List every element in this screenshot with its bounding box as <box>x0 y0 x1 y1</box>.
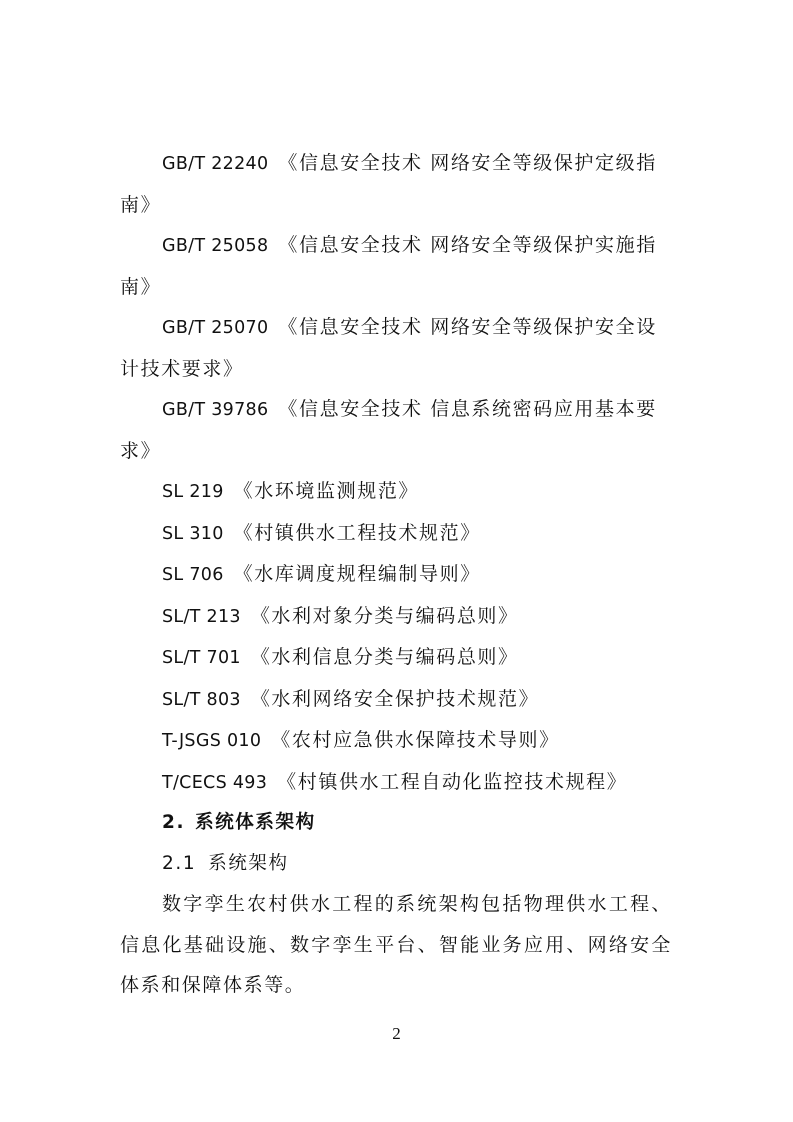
reference-entry <box>120 720 672 762</box>
reference-entry <box>120 596 672 638</box>
standard-title: 《信息安全技术 信息系统密码应用基本要求》 <box>120 398 657 462</box>
standard-title: 《农村应急供水保障技术导则》 <box>271 729 560 751</box>
subsection-number: 2.1 <box>162 852 197 874</box>
reference-entry <box>120 762 672 804</box>
standard-title: 《信息安全技术 网络安全等级保护安全设计技术要求》 <box>120 316 657 380</box>
standard-code: SL/T 701 <box>162 648 241 668</box>
page-number: 2 <box>392 1024 401 1043</box>
section-number: 2. <box>162 812 186 833</box>
subsection-heading <box>120 844 672 885</box>
reference-entry <box>120 513 672 555</box>
reference-entry <box>120 637 672 679</box>
standard-title: 《信息安全技术 网络安全等级保护定级指南》 <box>120 152 657 216</box>
standard-code: SL/T 213 <box>162 606 241 627</box>
standard-code: GB/T 25058 <box>162 236 269 256</box>
reference-entry <box>120 225 672 307</box>
reference-entry <box>120 471 672 513</box>
standard-code: T-JSGS 010 <box>162 731 262 751</box>
document-body <box>120 143 672 1006</box>
reference-entry <box>120 143 672 225</box>
standard-code: SL/T 803 <box>162 689 241 710</box>
standard-title: 《水库调度规程编制导则》 <box>233 563 481 585</box>
standard-title: 《水利网络安全保护技术规范》 <box>250 687 540 710</box>
reference-entry <box>120 679 672 721</box>
reference-entry <box>120 389 672 471</box>
standard-code: GB/T 22240 <box>162 154 269 174</box>
standard-code: GB/T 39786 <box>162 400 269 420</box>
standard-code: T/CECS 493 <box>162 772 268 793</box>
standard-title: 《水环境监测规范》 <box>233 480 420 502</box>
section-title: 系统体系架构 <box>195 812 316 833</box>
standard-code: SL 219 <box>162 482 224 502</box>
body-paragraph: 数字孪生农村供水工程的系统架构包括物理供水工程、信息化基础设施、数字孪生平台、智能业务应用、网络安全体系和保障体系等。 <box>120 893 672 996</box>
standard-title: 《村镇供水工程技术规范》 <box>233 521 481 544</box>
standard-code: GB/T 25070 <box>162 318 269 338</box>
standard-title: 《水利对象分类与编码总则》 <box>250 604 519 627</box>
reference-entry <box>120 307 672 389</box>
standard-title: 《信息安全技术 网络安全等级保护实施指南》 <box>120 234 657 298</box>
standard-title: 《村镇供水工程自动化监控技术规程》 <box>277 770 628 793</box>
reference-entry <box>120 554 672 596</box>
standard-code: SL 310 <box>162 523 224 544</box>
standard-title: 《水利信息分类与编码总则》 <box>250 646 519 668</box>
section-heading <box>120 803 672 844</box>
subsection-title: 系统架构 <box>208 852 289 874</box>
standard-code: SL 706 <box>162 565 224 585</box>
